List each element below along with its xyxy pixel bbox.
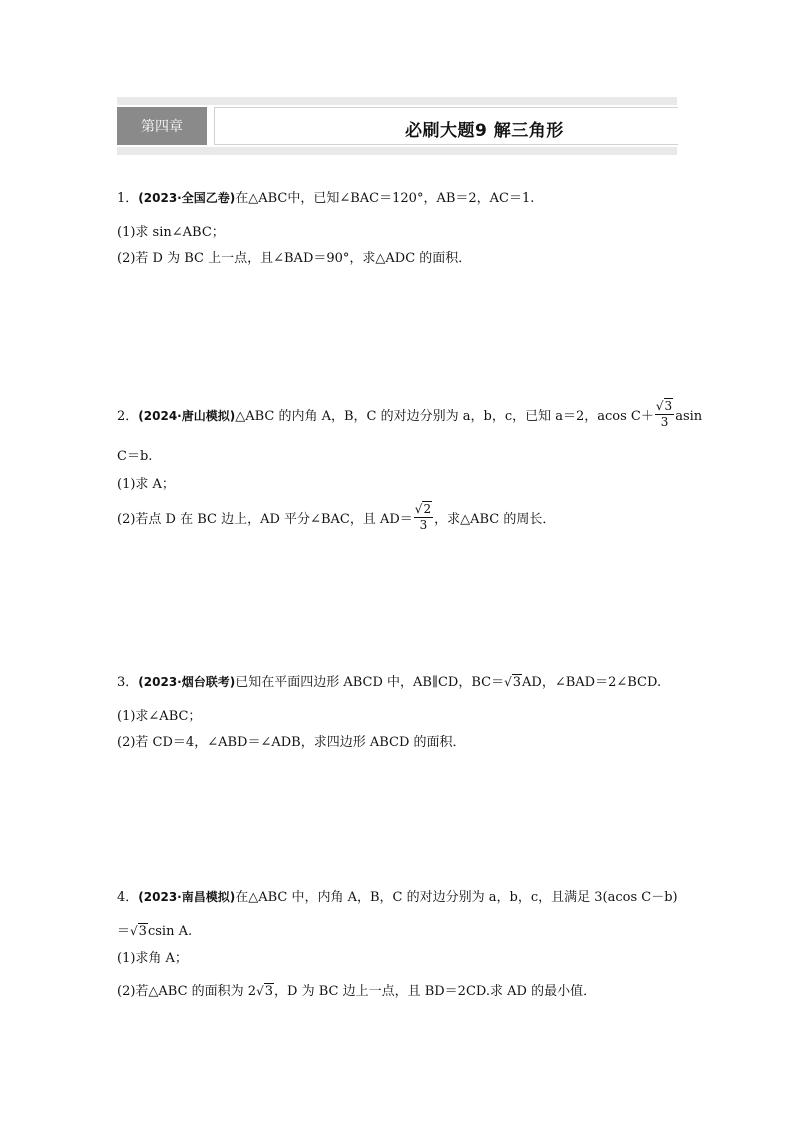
sqrt-expression: √3 <box>504 675 522 690</box>
problem-1-q2: (2)若 D 为 BC 上一点，且∠BAD＝90°，求△ADC 的面积． <box>117 251 472 266</box>
problem-2-stem-cont: C＝b. <box>117 449 153 464</box>
problem-2-stem <box>117 398 702 435</box>
fraction-numerator: 3 <box>664 399 673 413</box>
problem-2-q2-a: (2)若点 D 在 BC 边上，AD 平分∠BAC，且 AD＝ <box>117 512 413 527</box>
problem-2-q2 <box>117 502 555 538</box>
problem-2-q1: (1)求 A； <box>117 477 175 492</box>
problem-4-q2-a: (2)若△ABC 的面积为 2 <box>117 984 257 999</box>
problem-1-source: (2023·全国乙卷) <box>138 191 236 205</box>
sqrt-expression: √3 <box>256 984 274 999</box>
header-bottom-bar <box>117 147 677 155</box>
problem-1-number: 1． <box>117 191 139 206</box>
problem-4-q1: (1)求角 A； <box>117 951 188 966</box>
problem-3-source: (2023·烟台联考) <box>138 675 236 689</box>
problem-4-q2 <box>117 982 596 1001</box>
problem-4-number: 4． <box>117 890 139 905</box>
chapter-header <box>117 97 677 157</box>
chapter-tag: 第四章 <box>117 107 207 145</box>
problem-3-number: 3． <box>117 675 139 690</box>
header-top-bar <box>117 97 677 105</box>
problem-2-fraction: $\frac{√3}{3}$ <box>655 399 673 429</box>
problem-1-q1: (1)求 sin∠ABC； <box>117 225 225 240</box>
page-title: 必刷大题9 解三角形 <box>405 121 564 141</box>
problem-4-stem <box>117 888 678 907</box>
problem-2-text-b: asin <box>675 409 703 424</box>
problem-2-text-a: △ABC 的内角 A，B，C 的对边分别为 a，b，c，已知 a＝2，acos C＋ <box>235 409 654 424</box>
problem-2-number: 2． <box>117 409 139 424</box>
problem-4-q2-b: ，D 为 BC 边上一点，且 BD＝2CD.求 AD 的最小值． <box>274 984 597 999</box>
problem-4-text-a: 在△ABC 中，内角 A，B，C 的对边分别为 a，b，c，且满足 3(acos C－b) <box>235 890 678 905</box>
equals-sign: ＝ <box>117 924 131 939</box>
sqrt-expression: √3 <box>130 924 147 939</box>
problem-3-stem <box>117 673 661 692</box>
problem-3-text-b: AD，∠BAD＝2∠BCD. <box>522 675 662 690</box>
problem-1-text: 在△ABC中，已知∠BAC＝120°，AB＝2，AC＝1. <box>235 191 535 206</box>
problem-4-source: (2023·南昌模拟) <box>138 890 236 904</box>
title-box <box>214 107 678 145</box>
problem-3-text-a: 已知在平面四边形 ABCD 中，AB∥CD，BC＝ <box>235 675 505 690</box>
problem-2-q2-b: ，求△ABC 的周长． <box>434 512 556 527</box>
problem-2-q2-fraction: $\frac{√2}{3}$ <box>414 502 432 532</box>
fraction-denominator: 3 <box>660 415 669 429</box>
problem-1-stem <box>117 189 534 208</box>
problem-4-stem-cont <box>117 922 192 941</box>
problem-3-q1: (1)求∠ABC； <box>117 709 202 724</box>
problem-3-q2: (2)若 CD＝4，∠ABD＝∠ADB，求四边形 ABCD 的面积． <box>117 735 466 750</box>
problem-4-text-b: csin A. <box>147 924 193 939</box>
fraction-denominator: 3 <box>419 518 428 532</box>
problem-2-source: (2024·唐山模拟) <box>138 409 236 423</box>
fraction-numerator: 2 <box>423 502 432 516</box>
